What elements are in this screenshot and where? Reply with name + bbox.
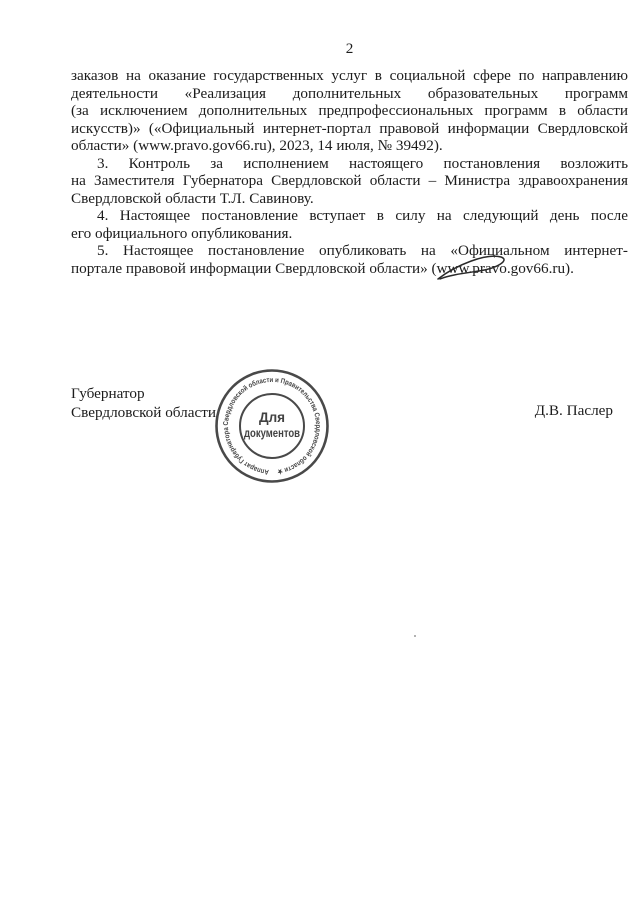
document-body <box>71 67 628 278</box>
official-stamp-icon <box>211 365 333 487</box>
text-line: искусств)» («Официальный интернет-портал правовой информации Свердловской <box>71 119 628 137</box>
signature-title-line2: Свердловской области <box>71 403 216 421</box>
text-line: Свердловской области Т.Л. Савинову. <box>71 189 314 207</box>
text-line: его официального опубликования. <box>71 224 293 242</box>
text-line: 3. Контроль за исполнением настоящего постановления возложить <box>97 154 628 172</box>
text-line: 4. Настоящее постановление вступает в силу на следующий день после <box>97 207 628 225</box>
text-line: 5. Настоящее постановление опубликовать на «Официальном интернет- <box>97 242 628 260</box>
pen-stroke-icon <box>430 248 522 288</box>
scan-speck <box>414 635 416 637</box>
text-line: области» (www.pravo.gov66.ru), 2023, 14 июля, № 39492). <box>71 137 443 155</box>
page-number: 2 <box>345 40 354 57</box>
signature-name: Д.В. Паслер <box>534 402 613 419</box>
text-line: деятельности «Реализация дополнительных образовательных программ <box>71 84 628 102</box>
stamp-center-line2: документов <box>244 426 300 440</box>
stamp-center-line1: Для <box>258 410 286 425</box>
signature-title <box>71 385 216 422</box>
text-line: заказов на оказание государственных услуг в социальной сфере по направлению <box>71 67 628 84</box>
text-line: (за исключением дополнительных предпрофессиональных программ в области <box>71 102 628 120</box>
stamp-ring-text: Аппарат Губернатора Свердловской области и Правительства Свердловской области ★ <box>221 375 323 476</box>
text-line: портале правовой информации Свердловской области» (www.pravo.gov66.ru). <box>71 260 574 278</box>
signature-title-line1: Губернатор <box>71 385 145 402</box>
text-line: на Заместителя Губернатора Свердловской области – Министра здравоохранения <box>71 172 628 190</box>
